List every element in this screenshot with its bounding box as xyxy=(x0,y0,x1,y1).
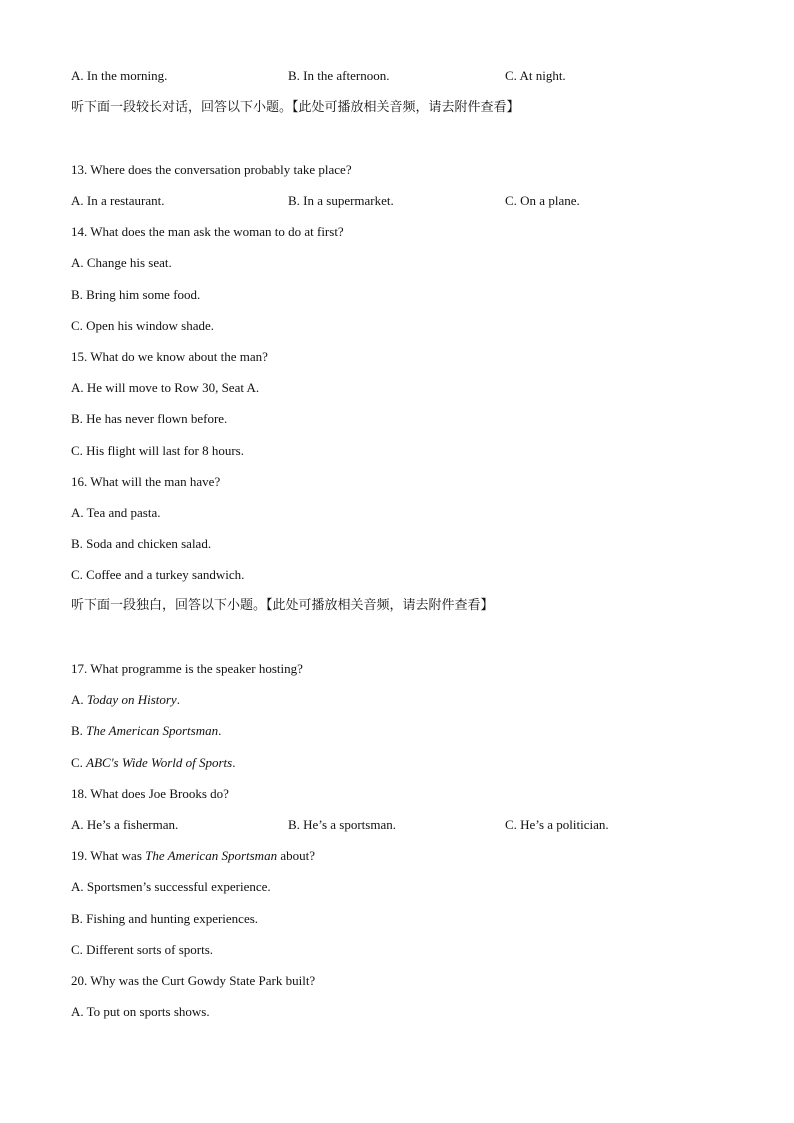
q17-question: 17. What programme is the speaker hosting? xyxy=(71,661,303,676)
q16-option-a: A. Tea and pasta. xyxy=(71,505,161,520)
q18-option-b: B. He’s a sportsman. xyxy=(288,817,396,832)
q13-option-b: B. In a supermarket. xyxy=(288,193,394,208)
q15-option-c: C. His flight will last for 8 hours. xyxy=(71,443,244,458)
q18-option-c: C. He’s a politician. xyxy=(505,817,609,832)
q16-option-b: B. Soda and chicken salad. xyxy=(71,536,212,551)
q16-option-c: C. Coffee and a turkey sandwich. xyxy=(71,567,245,582)
q19-option-b: B. Fishing and hunting experiences. xyxy=(71,911,259,926)
q14-option-a: A. Change his seat. xyxy=(71,255,172,270)
q16-question: 16. What will the man have? xyxy=(71,474,221,489)
programme-title: The American Sportsman xyxy=(86,723,219,738)
q14-option-c: C. Open his window shade. xyxy=(71,318,214,333)
q15-option-a: A. He will move to Row 30, Seat A. xyxy=(71,380,260,395)
option-suffix: . xyxy=(176,692,180,707)
q19-question xyxy=(71,848,315,864)
q12-option-c: C. At night. xyxy=(505,68,566,83)
q14-question: 14. What does the man ask the woman to do at first? xyxy=(71,224,344,239)
q19-option-c: C. Different sorts of sports. xyxy=(71,942,214,957)
q13-option-c: C. On a plane. xyxy=(505,193,580,208)
q19-option-a: A. Sportsmen’s successful experience. xyxy=(71,879,271,894)
q15-question: 15. What do we know about the man? xyxy=(71,349,268,364)
option-suffix: . xyxy=(232,755,236,770)
q15-option-b: B. He has never flown before. xyxy=(71,411,228,426)
q17-option-c xyxy=(71,755,235,771)
option-label: A. xyxy=(71,692,87,707)
option-label: C. xyxy=(71,755,87,770)
q13-question: 13. Where does the conversation probably take place? xyxy=(71,162,352,177)
q17-option-b xyxy=(71,723,221,739)
q18-question: 18. What does Joe Brooks do? xyxy=(71,786,229,801)
option-label: B. xyxy=(71,723,87,738)
q18-option-a: A. He’s a fisherman. xyxy=(71,817,179,832)
q14-option-b: B. Bring him some food. xyxy=(71,287,201,302)
q20-question: 20. Why was the Curt Gowdy State Park built? xyxy=(71,973,316,988)
question-text-end: about? xyxy=(277,848,315,863)
q12-option-a: A. In the morning. xyxy=(71,68,168,83)
q20-option-a: A. To put on sports shows. xyxy=(71,1004,210,1019)
question-text: 19. What was xyxy=(71,848,146,863)
programme-title: ABC's Wide World of Sports xyxy=(86,755,233,770)
programme-title: Today on History xyxy=(86,692,177,707)
programme-title: The American Sportsman xyxy=(145,848,278,863)
q17-option-a xyxy=(71,692,180,708)
q13-option-a: A. In a restaurant. xyxy=(71,193,165,208)
option-suffix: . xyxy=(218,723,222,738)
section-heading-long-dialogue: 听下面一段较长对话，回答以下小题。【此处可播放相关音频，请去附件查看】 xyxy=(71,100,520,115)
q12-option-b: B. In the afternoon. xyxy=(288,68,390,83)
section-heading-monologue: 听下面一段独白，回答以下小题。【此处可播放相关音频，请去附件查看】 xyxy=(71,598,494,613)
